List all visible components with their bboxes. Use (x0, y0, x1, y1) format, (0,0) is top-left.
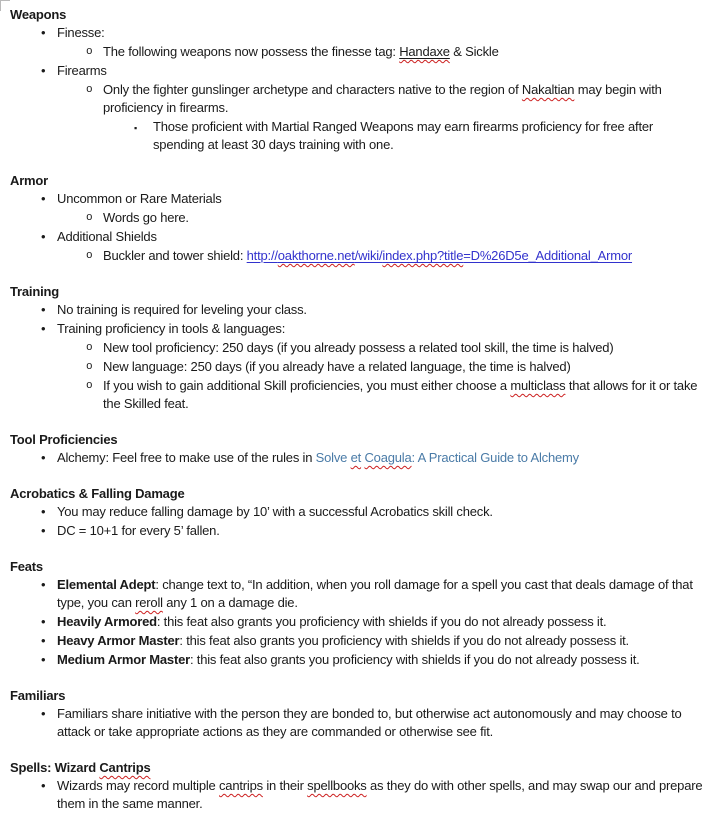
text-run: in their (262, 778, 308, 793)
disc-bullet-icon: • (41, 652, 46, 667)
hyperlink[interactable]: index.php?title (382, 248, 464, 263)
spellcheck-squiggle (364, 450, 411, 465)
hyperlink[interactable]: oakthorne.net (277, 248, 355, 263)
disc-bullet-icon: • (41, 614, 46, 629)
text-run: Only the fighter gunslinger archetype and characters native to the region of (103, 82, 522, 97)
disc-bullet-icon: • (41, 229, 46, 244)
text-run: Training (10, 284, 59, 299)
text-run: Buckler and tower shield: (103, 248, 247, 263)
bullet-item (10, 576, 710, 612)
bullet-item (10, 339, 710, 357)
bullet-item (10, 705, 710, 741)
bullet-item (10, 632, 710, 650)
disc-bullet-icon: • (41, 706, 46, 721)
spellcheck-squiggle (522, 82, 574, 97)
spellcheck-squiggle (399, 44, 450, 59)
text-run: New language: 250 days (if you already have a related language, the time is halved) (103, 359, 571, 374)
text-run: Weapons (10, 7, 67, 22)
bullet-item (10, 358, 710, 376)
text-run: Words go here. (103, 210, 189, 225)
bullet-item (10, 503, 710, 521)
section-heading (10, 431, 712, 449)
section-heading (10, 6, 712, 24)
text-run: & Sickle (449, 44, 499, 59)
circle-bullet-icon: o (86, 212, 93, 224)
hyperlink[interactable]: et (350, 450, 362, 465)
spellcheck-squiggle (99, 760, 150, 775)
text-run: Finesse: (57, 25, 105, 40)
circle-bullet-icon: o (86, 361, 93, 373)
bullet-item (10, 613, 710, 631)
text-run: Cantrips (99, 760, 151, 775)
text-run: reroll (135, 595, 163, 610)
bullet-item (10, 247, 710, 265)
text-run: Training proficiency in tools & languages: (57, 321, 286, 336)
bullet-item (10, 228, 710, 246)
text-run: Familiars share initiative with the person they are bonded to, but otherwise act autonomously and may choose to attack or take appropriate actions as they are commanded or otherwise see fit. (57, 706, 682, 739)
text-run: Medium Armor Master (57, 652, 190, 667)
hyperlink[interactable]: Coagula (364, 450, 412, 465)
text-run: Those proficient with Martial Ranged Weapons may earn firearms proficiency for free after spending at least 30 days training with one. (153, 119, 654, 152)
text-run: You may reduce falling damage by 10’ with a successful Acrobatics skill check. (57, 504, 493, 519)
circle-bullet-icon: o (86, 380, 93, 392)
text-run: : this feat also grants you proficiency with shields if you do not already possess it. (156, 614, 607, 629)
text-run: Wizards may record multiple (57, 778, 219, 793)
text-run: multiclass (510, 378, 566, 393)
text-run: No training is required for leveling your class. (57, 302, 307, 317)
circle-bullet-icon: o (86, 250, 93, 262)
bullet-item (10, 118, 703, 154)
bullet-item (10, 81, 710, 117)
text-run: Armor (10, 173, 49, 188)
bullet-item (10, 651, 710, 669)
disc-bullet-icon: • (41, 633, 46, 648)
text-run: New tool proficiency: 250 days (if you already possess a related tool skill, the time is halved) (103, 340, 614, 355)
circle-bullet-icon: o (86, 342, 93, 354)
section-heading (10, 283, 712, 301)
section-heading (10, 485, 712, 503)
spellcheck-squiggle (219, 778, 263, 793)
text-run: If you wish to gain additional Skill proficiencies, you must either choose a (103, 378, 511, 393)
bullet-item (10, 777, 710, 813)
disc-bullet-icon: • (41, 191, 46, 206)
spellcheck-squiggle (510, 378, 565, 393)
text-run: cantrips (219, 778, 263, 793)
spellcheck-squiggle (278, 248, 355, 263)
disc-bullet-icon: • (41, 63, 46, 78)
text-run: Spells: Wizard (10, 760, 100, 775)
document-body (10, 6, 712, 813)
text-run: Elemental Adept (57, 577, 156, 592)
text-run: spellbooks (307, 778, 367, 793)
disc-bullet-icon: • (41, 504, 46, 519)
text-run: Heavy Armor Master (57, 633, 180, 648)
disc-bullet-icon: • (41, 577, 46, 592)
disc-bullet-icon: • (41, 523, 46, 538)
text-run: as they do with other spells, and may swap our and prepare them in the same manner. (57, 778, 703, 811)
spellcheck-squiggle (351, 450, 361, 465)
bullet-item (10, 449, 710, 467)
hyperlink[interactable]: /wiki/ (354, 248, 383, 263)
spellcheck-squiggle (382, 248, 463, 263)
text-run: Heavily Armored (57, 614, 157, 629)
section-heading (10, 687, 712, 705)
hyperlink[interactable]: Solve (315, 450, 351, 465)
circle-bullet-icon: o (86, 46, 93, 58)
disc-bullet-icon: • (41, 450, 46, 465)
text-run: DC = 10+1 for every 5’ fallen. (57, 523, 220, 538)
text-run: may begin with proficiency in firearms. (103, 82, 662, 115)
bullet-item (10, 320, 710, 338)
margin-crop-mark-icon (0, 0, 10, 11)
bullet-item (10, 43, 710, 61)
text-run: Alchemy: Feel free to make use of the rules in (57, 450, 316, 465)
text-run: Handaxe (399, 44, 450, 59)
text-run: The following weapons now possess the finesse tag: (103, 44, 400, 59)
text-run: Firearms (57, 63, 107, 78)
text-run: Acrobatics & Falling Damage (10, 486, 185, 501)
text-run: Familiars (10, 688, 66, 703)
bullet-item (10, 522, 710, 540)
bullet-item (10, 209, 710, 227)
text-run: Uncommon or Rare Materials (57, 191, 222, 206)
text-run: Feats (10, 559, 43, 574)
text-run: : this feat also grants you proficiency with shields if you do not already possess it. (179, 633, 629, 648)
square-bullet-icon: ▪ (134, 123, 137, 133)
disc-bullet-icon: • (41, 25, 46, 40)
text-run: Tool Proficiencies (10, 432, 118, 447)
text-run: : change text to, “In addition, when you roll damage for a spell you cast that deals damage of that type, you can (57, 577, 693, 610)
disc-bullet-icon: • (41, 778, 46, 793)
text-run: Nakaltian (521, 82, 575, 97)
hyperlink[interactable]: http:// (246, 248, 278, 263)
spellcheck-squiggle (135, 595, 163, 610)
bullet-item (10, 301, 710, 319)
section-heading (10, 558, 712, 576)
text-run: : this feat also grants you proficiency with shields if you do not already possess it. (189, 652, 640, 667)
hyperlink[interactable]: : A Practical Guide to Alchemy (411, 450, 579, 465)
text-run: Additional Shields (57, 229, 157, 244)
hyperlink[interactable]: =D%26D5e_Additional_Armor (463, 248, 633, 263)
bullet-item (10, 24, 710, 42)
bullet-item (10, 62, 710, 80)
spellcheck-squiggle (307, 778, 366, 793)
disc-bullet-icon: • (41, 321, 46, 336)
section-heading (10, 759, 712, 777)
text-run: any 1 on a damage die. (162, 595, 298, 610)
section-heading (10, 172, 712, 190)
bullet-item (10, 190, 710, 208)
circle-bullet-icon: o (86, 84, 93, 96)
bullet-item (10, 377, 710, 413)
text-run: that allows for it or take the Skilled feat. (103, 378, 698, 411)
disc-bullet-icon: • (41, 302, 46, 317)
